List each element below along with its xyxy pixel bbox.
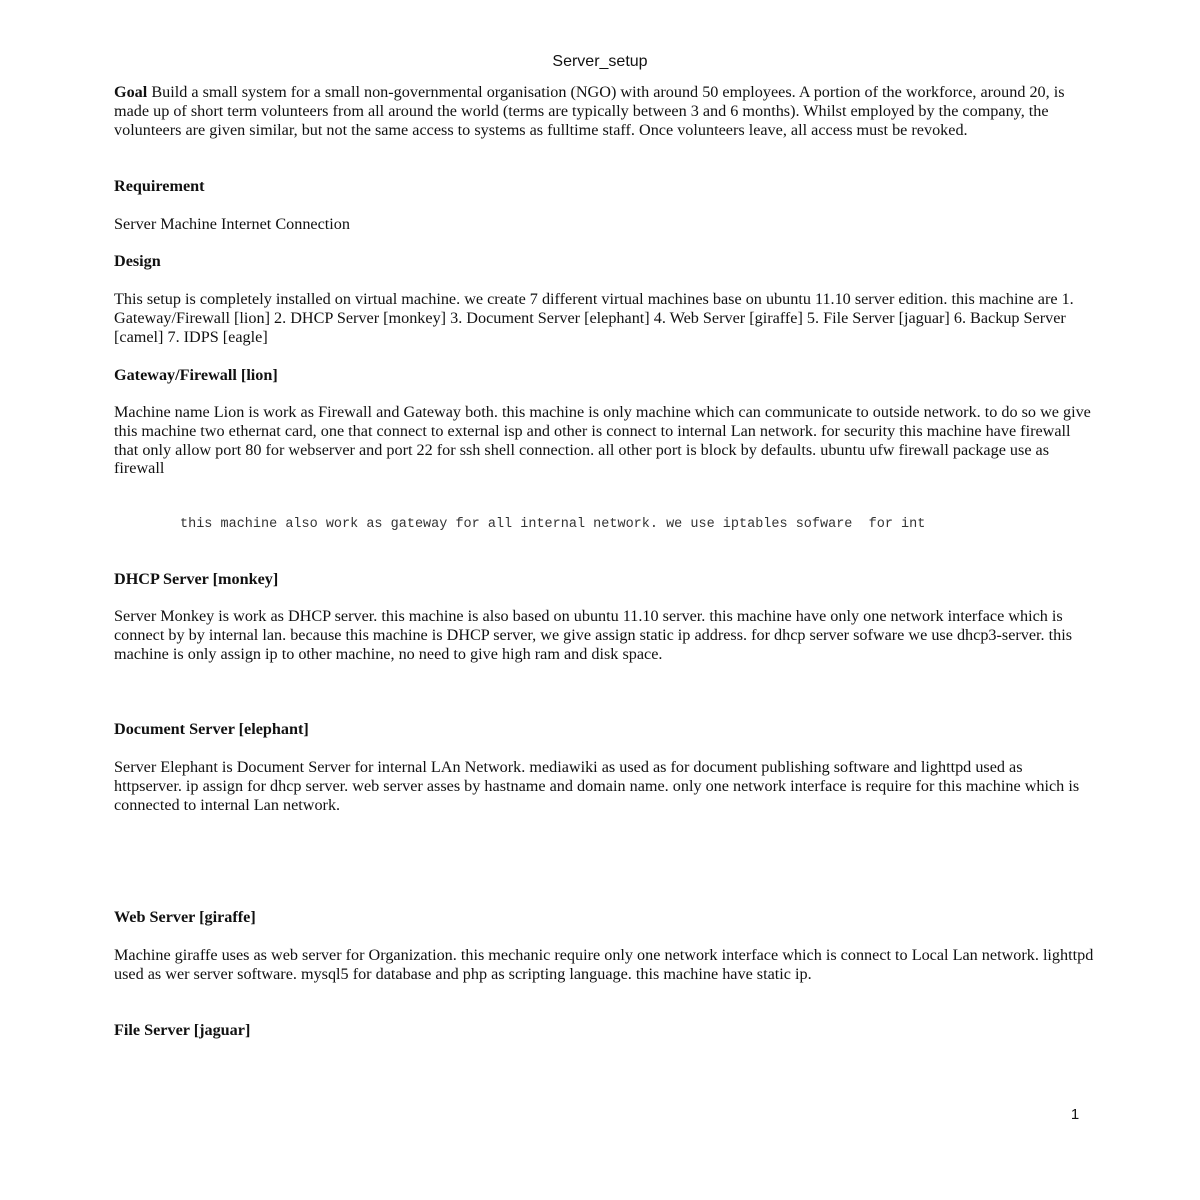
gateway-code-line: this machine also work as gateway for all internal network. we use iptables sofware for int [180,517,926,532]
gateway-heading: Gateway/Firewall [lion] [114,366,278,384]
document-server-text: Server Elephant is Document Server for internal LAn Network. mediawiki as used as for document publishing software and lighttpd used as httpserver. ip assign for dhcp server. web server asses by hastname and domain name. only one network interface is require for this machine which is connected to internal Lan network. [114,758,1080,814]
goal-label: Goal [114,83,148,101]
gateway-text: Machine name Lion is work as Firewall and Gateway both. this machine is only machine which can communicate to outside network. to do so we give this machine two ethernat card, one that connect to external isp and other is connect to internal Lan network. for security this machine have firewall that only allow port 80 for webserver and port 22 for ssh shell connection. all other port is block by defaults. ubuntu ufw firewall package use as firewall [114,403,1091,478]
design-text: This setup is completely installed on virtual machine. we create 7 different virtual machines base on ubuntu 11.10 server edition. this machine are 1. Gateway/Firewall [lion] 2. DHCP Server [monkey] 3. Document Server [elephant] 4. Web Server [giraffe] 5. File Server [jaguar] 6. Backup Server [camel] 7. IDPS [eagle] [114,290,1074,346]
design-heading: Design [114,252,161,270]
document-server-heading: Document Server [elephant] [114,720,309,738]
dhcp-text: Server Monkey is work as DHCP server. this machine is also based on ubuntu 11.10 server. this machine have only one network interface which is connect by by internal lan. because this machine is DHCP server, we give assign static ip address. for dhcp server sofware we use dhcp3-server. this machine is only assign ip to other machine, no need to give high ram and disk space. [114,607,1073,663]
file-server-heading: File Server [jaguar] [114,1021,251,1039]
dhcp-heading: DHCP Server [monkey] [114,570,279,588]
web-server-text: Machine giraffe uses as web server for Organization. this mechanic require only one network interface which is connect to Local Lan network. lighttpd used as wer server software. mysql5 for database and php as scripting language. this machine have static ip. [114,946,1094,983]
goal-text: Build a small system for a small non-governmental organisation (NGO) with around 50 employees. A portion of the workforce, around 20, is made up of short term volunteers from all around the world (terms are typically between 3 and 6 months). Whilst employed by the company, the volunteers are given similar, but not the same access to systems as fulltime staff. Once volunteers leave, all access must be revoked. [114,83,1065,139]
document-title: Server_setup [552,53,648,70]
requirement-text: Server Machine Internet Connection [114,215,350,233]
requirement-heading: Requirement [114,177,205,195]
web-server-heading: Web Server [giraffe] [114,908,256,926]
goal-paragraph [114,83,1094,139]
page-number: 1 [1070,1106,1080,1123]
